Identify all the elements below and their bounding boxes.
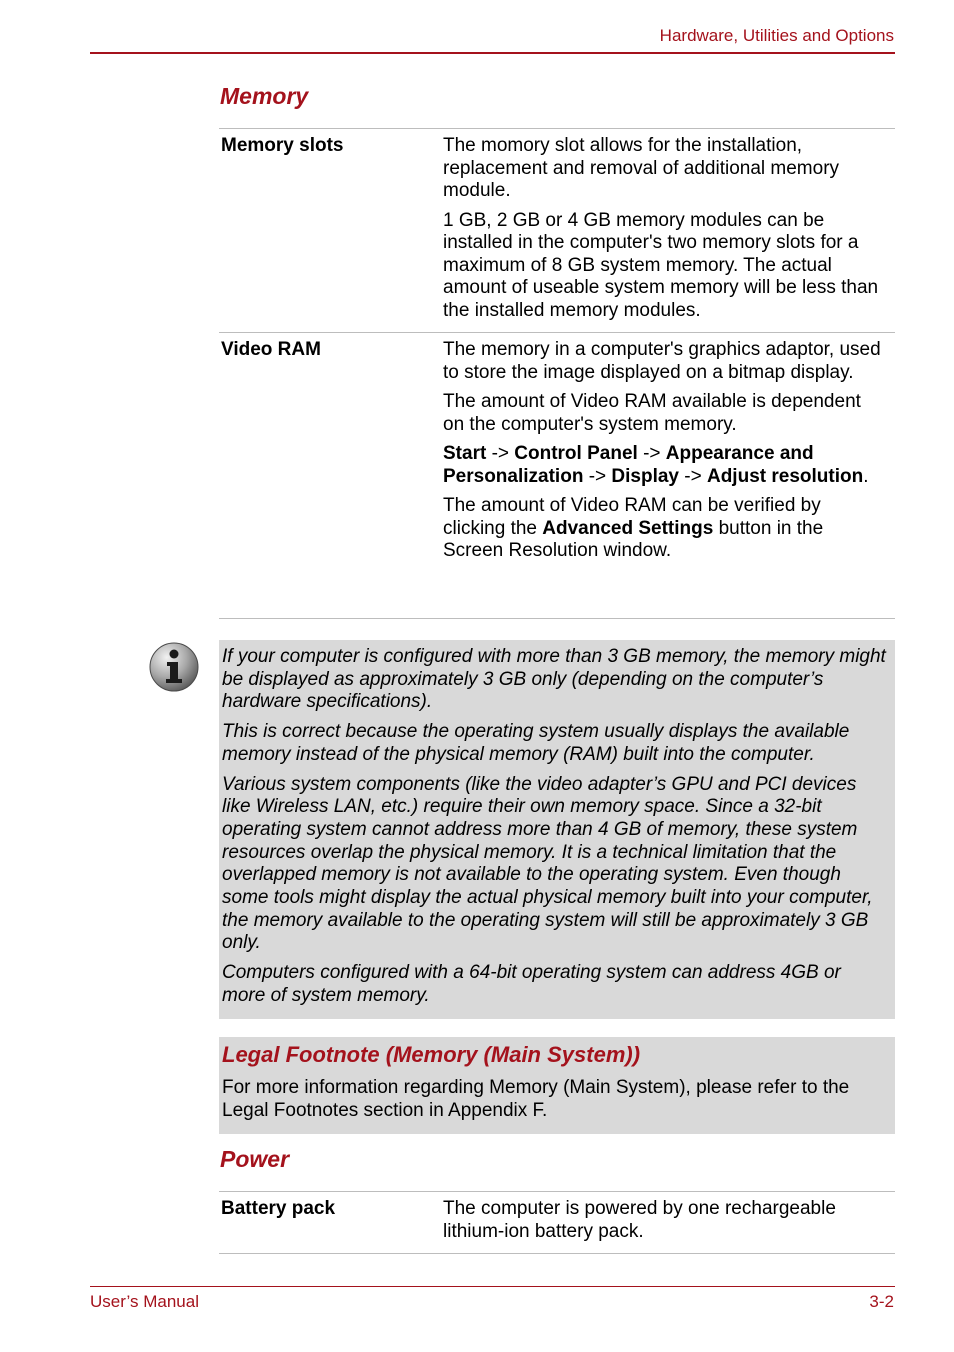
note-paragraph: This is correct because the operating system usually displays the available memory instead of the physical memory (RAM) built into the computer. (222, 721, 850, 765)
description-paragraph: The amount of Video RAM available is dependent on the computer's system memory. (443, 391, 861, 435)
row-description (443, 339, 895, 608)
note-paragraph: If your computer is configured with more than 3 GB memory, the memory might be displayed as approximately 3 GB only (depending on the computer’s hardware specifications). (222, 646, 886, 713)
path-end: . (863, 465, 869, 487)
description-paragraph (443, 495, 887, 563)
header-divider (90, 52, 895, 54)
footer-manual-title: User’s Manual (90, 1292, 199, 1311)
table-row-memory-slots (219, 128, 895, 332)
text-span: button in the Screen Resolution window. (443, 517, 824, 561)
row-description (443, 1198, 895, 1243)
path-separator: -> (679, 465, 707, 487)
footer-divider (90, 1286, 895, 1287)
legal-footnote-text: For more information regarding Memory (Main System), please refer to the Legal Footnotes section in Appendix F. (222, 1077, 850, 1121)
table-row-battery-pack (219, 1191, 895, 1254)
path-adjust-resolution: Adjust resolution (706, 465, 864, 487)
memory-section-title: Memory (220, 83, 309, 109)
note-paragraph: Various system components (like the video adapter’s GPU and PCI devices like Wireless LAN, etc.) require their own memory space. Since a 32-bit operating system cannot address more than 4 GB of memory, these system resources overlap the physical memory. It is a technical limitation that the overlapped memory is not available to the operating system. Even though some tools might display the actual physical memory built into your computer, the memory available to the operating system will still be approximately 3 GB only. (222, 773, 873, 954)
row-label: Memory slots (221, 135, 344, 156)
info-icon (148, 641, 200, 693)
legal-footnote-title: Legal Footnote (Memory (Main System)) (222, 1042, 641, 1067)
text-span: The amount of Video RAM can be verified by clicking the (443, 495, 821, 539)
advanced-settings-label: Advanced Settings (542, 517, 714, 539)
description-paragraph: The memory in a computer's graphics adaptor, used to store the image displayed on a bitmap display. (443, 339, 881, 383)
path-start: Start (443, 443, 487, 464)
table-row-video-ram (219, 332, 895, 619)
row-label: Battery pack (221, 1198, 336, 1219)
path-display: Display (611, 465, 679, 487)
path-separator: -> (637, 443, 666, 464)
note-box (219, 640, 895, 1019)
description-paragraph: 1 GB, 2 GB or 4 GB memory modules can be installed in the computer's two memory slots for a maximum of 8 GB system memory. The actual amount of useable system memory will be less than the installed memory modules. (443, 209, 879, 321)
path-control-panel: Control Panel (514, 443, 638, 464)
row-label: Video RAM (221, 339, 321, 360)
memory-spec-table (219, 128, 895, 619)
page-number: 3-2 (869, 1292, 894, 1311)
legal-footnote-box (219, 1037, 895, 1134)
path-separator: -> (583, 465, 612, 487)
description-paragraph: The computer is powered by one rechargeable lithium-ion battery pack. (443, 1198, 836, 1242)
row-description (443, 135, 895, 322)
note-paragraph: Computers configured with a 64-bit operating system can address 4GB or more of system memory. (222, 962, 841, 1006)
description-paragraph: The momory slot allows for the installation, replacement and removal of additional memory module. (443, 135, 840, 201)
running-header: Hardware, Utilities and Options (659, 26, 894, 45)
menu-path (443, 443, 887, 488)
path-separator: -> (486, 443, 515, 464)
path-appearance: Appearance and Personalization (443, 443, 814, 487)
power-section-title: Power (220, 1146, 290, 1172)
power-spec-table (219, 1191, 895, 1254)
